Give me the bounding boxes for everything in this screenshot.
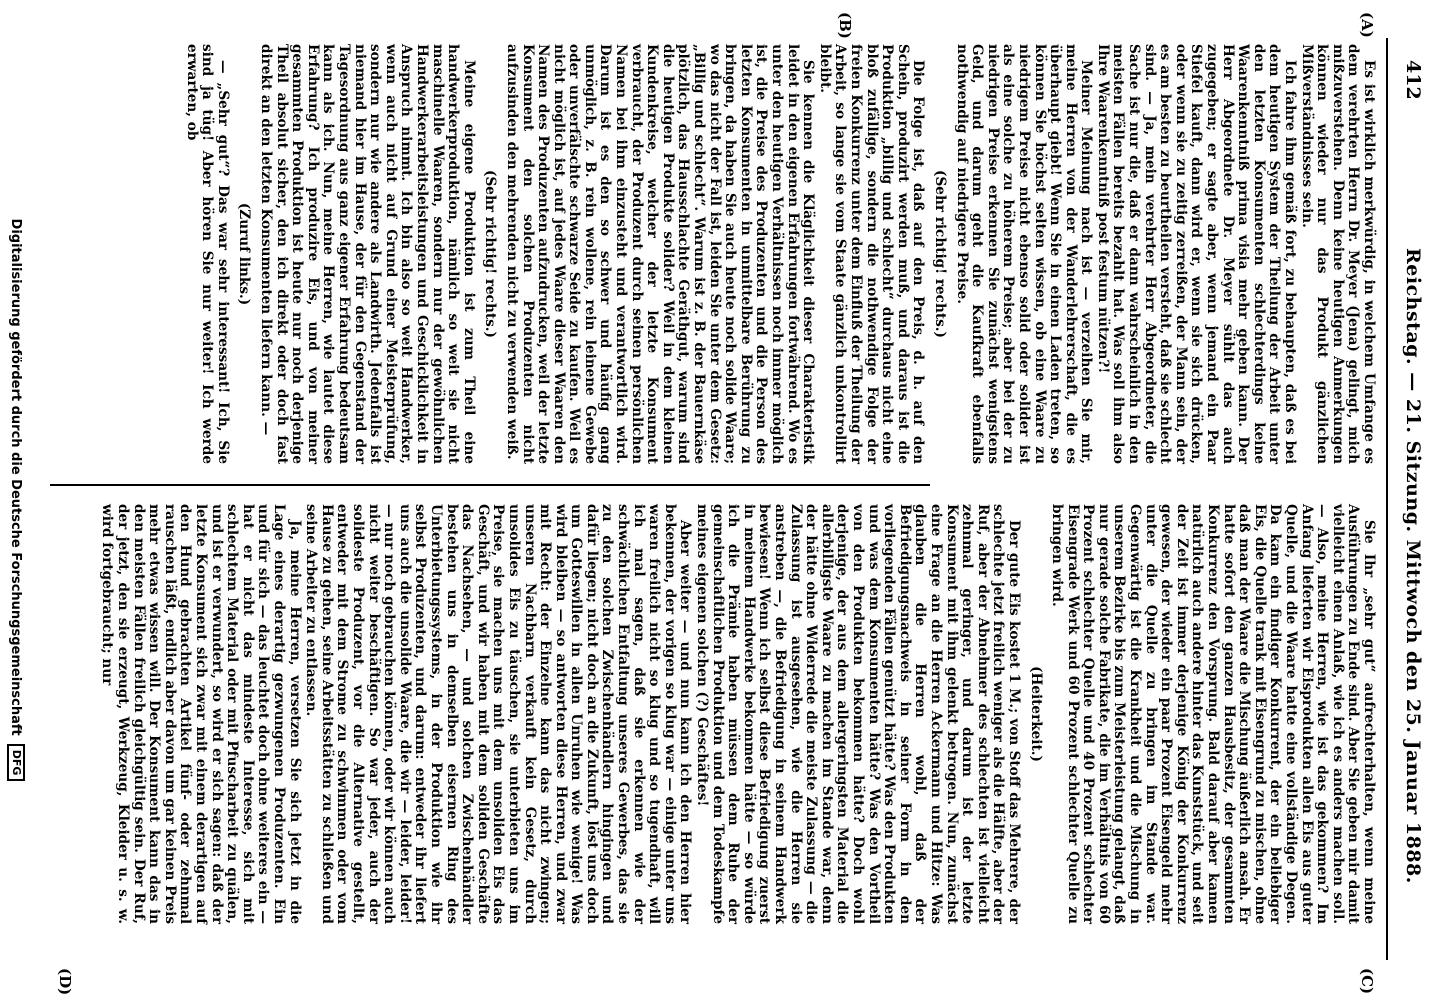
paragraph: Die Folge ist, daß auf den Preis, d. h. auf den Schein, produzirt werden muß, und daraus ist die Produktion „billig und schlecht“ durchaus nicht eine bloß zufällige, sondern die nothwendige Folge der freien Konkurrenz unter dem Einfluß der Theilung der Arbeit, so lange sie vom Staate gänzlich unkontrollirt bleibt. [816,44,927,464]
paragraph: Ja, meine Herren, versetzen Sie sich jetzt in die Lage eines derartig gezwungenen Produzenten. Ein und für sich — das leuchtet doch ohne weiteres ein — hat er nicht das mindeste Interesse, sich mit schlechtem Material oder mit Pfuscharbeit zu quälen, und ist er verwundert, so wird er sich sagen: daß der letzte Konsument sich zwar mit einem derartigen auf den Hund gebrachten Artikel fünf- oder zehnmal rauschen läßt, endlich aber davon um gar keinen Preis mehr etwas wissen will. Der Konsument kann das in den meisten Fällen freilich gleichgültig sein. Der Ruf, der jetzt, den sie erzeugt, Werkzeug, Kleider u. s. w. wird fortgebraucht; nur [99,504,303,924]
text-column-right [56,504,1376,924]
paragraph: Sie Ihr „sehr gut“ aufrechterhalten, wenn meine Ausführungen zu Ende sind. Aber Sie geben mir damit vielleicht einen Anlaß, wie ich es anders machen soll. — Also, meine Herren, wie ist das gekommen? Im Anfang lieferten wir Eisprodukten allen Eis aus guter Quelle, und die Waare hatte eine vollständige Degen. Da kam ein findiger Konkurrent, der ein beliebiger Eis, die Quelle trank mit Eisengrund zu mischen, ohne daß man der Waare die Mischung äußerlich ansah. Er hatte sofort den ganzen Hausbesitz, der gesammten Konkurrenz den Vorsprung. Bald darauf aber kamen natürlich auch andere hinter das Kunststück, und seit der Zeit ist immer derjenige König der Konkurrenz gewesen, der wieder ein paar Prozent Eisengeld mehr unter die Quelle zu bringen im Stande war. Gegenwärtig ist die Krankheit und die Mischung in unserem Bezirke bis zum Meisterleistung gelangt, daß nur gerade solche Fabrikate, die im Verhältnis von 60 Prozent schlechter Quelle und 40 Prozent schlechter Eisengrade Werk und 60 Prozent schlechter Quelle zu bringen wird. [1049,504,1377,924]
text-column-left [56,44,1376,464]
page-title: Reichstag. — 21. Sitzung. Mittwoch den 25. Januar 1888. [1402,248,1424,884]
footer-text: Digitalisierung gefördert durch die Deutsche Forschungsgemeinschaft [8,218,24,736]
paragraph: Der gute Eis kostet 1 M.; von Stoff das Mehrere, der schlechte jetzt freilich weniger als die Hälfte, aber der Ruf, aber der Abnehmer des schlechten ist vielleicht zehnmal geringer, und darum ist der letzte Konsument mit ihm gelenkt betrogen. Nun, zunächst eine Frage an die Herren Ackermann und Hitze: Was glauben die Herren wohl, daß der Befriedigungsnachweis in seiner Form in den vorliegenden Fällen genützt hätte? Was den Produkten und was dem Konsumenten hätte? Was den Vortheil von den Produkten bekommen hätte? Doch wohl derjenige, der aus dem allergeringsten Material die allerbilligste Waare zu machen im Stande war, denn der hätte ohne Widerrede die meiste Zulassung — die Zulassung ist ausgesehen, wie die Herren sie anstreben —, die Befriedigung in seinem Handwerk bewiesen! Wenn ich selbst diese Befriedigung zuerst in meinem Handwerke bekommen hätte — so würde ich die Prämie haben müssen dem Ruhe der gemeinschaftlichen Produktion und dem Todeskampfe meines eigenen solchen (?) Geschäftes! [694,504,1022,924]
interjection: (Sehr richtig! rechts.) [482,170,499,338]
paragraph: Es ist wirklich merkwürdig, in welchem Umfange es dem verehrten Herrn Dr. Meyer (Jena) gelingt, mich mißzuverstehen. Denn keine heutigen Anmerkungen können wieder nur das Produkt gänzlichen Mißverständnisses sein. [1298,44,1377,464]
margin-marker-c: (C) [1358,968,1376,995]
column-divider [50,484,930,486]
interjection: (Heiterkeit.) [1027,666,1044,762]
digitization-footer [0,0,32,1000]
page-number: 412 [1402,60,1424,100]
paragraph: Ich fahre ihm gemäß fort, zu behaupten, daß es bei dem heutigen System der Theilung der Arbeit unter den letzten Konsumenten schlechterdings keine Waarenkenntniß prima visia mehr geben kann. Der Herr Abgeordnete Dr. Meyer sühlt das auch zugegeben; er sagte aber, wenn jemand ein Paar Stiefel kauft, dann wird er, wenn sie sich drücken, oder wenn sie zu zeitig zerreißen, der Mann sein, der es am besten zu beurtheilen versteht, daß sie schlecht sind. — Ja, mein verehrter Herr Abgeordneter, die Sache ist nur die, daß er dann wahrscheinlich in den meisten Fällen bereits bezahlt hat. Was soll ihm also Ihre Waarenkenntniß post festum nützen?! [1094,44,1299,464]
paragraph: Meiner Meinung nach ist — verzeihen Sie mir, meine Herren von der Wanderlehrerschaft, die es überhaupt giebt! Wenn Sie in einen Laden treten, so können Sie höchst selten wissen, ob eine Waare zu niedrigem Preise nicht ebenso solid oder solider ist als eine solche zu höherem Preise; aber bei der zu niedrigen Preise erkennen Sie zunächst wenigstens Geld, und darum geht die Kaufkraft ebenfalls nothwendig auf niedrigere Preise. [953,44,1095,464]
paragraph: Aber weiter — und nun kann ich den Herren hier bekennen, der vorigen so klug war — einige unter uns waren freilich nicht so klug und so tugendhaft, will ich mal sagen, daß sie erkennen wie der schwächlichen Entfaltung unseres Gewerbes, das sie zu den solchen Zwischenhändlern hingingen und dafür liegen; nicht doch an die Zukunft, löst uns doch um Gotteswillen in allen Unruhen wie wenige! Was wird bleiben — so antworten diese Herren, und zwar mit Recht: der Einzelne kann das nicht zwingen; unseren Nachbarn verkauft kein Gesetz, durch unsolides Eis zu täuschen, sie unterbieten uns im Preise, sie machen uns mit dem unsoliden Eis das Geschäft, und wir haben mit dem soliden Geschäfte das Nachsehen, — und solchen Zwischenhändler bestehen uns in demselben eisernen Ring des Unterbietungssystems, in der Produktion wie ihr selbst Produzenten, und darum: entweder ihr liefert uns auch die unsolide Waare, die wir — leider, leider! — nur noch gebrauchen können, oder wir können auch nicht weiter beschäftigen. So war jeder, auch der solideste Produzent, vor die Alternative gestellt, entweder mit dem Strome zu schwimmen oder vom Hause zu gehen, seine Arbeitsstätten zu schließen und seine Arbeiter zu entlassen. [303,504,694,924]
paragraph: Meine eigene Produktion ist zum Theil eine handwerkerproduktion, nämlich so weit sie nicht maschinelle Waaren, sondern nur der gewöhnlichen Handwerkerarbeitsleistungen und Geschicklichkeit in Anspruch nimmt. Ich bin also so weit Handwerker, wenn auch nicht auf Grund einer Meisterprüfung, sondern nur wie andere als Landwirth. Jedenfalls ist niemand hier im Hause, der für den Gegenstand der Tagesordnung aus ganz eigener Erfahrung bedeutsam kann als ich. Nun, meine Herren, wie lautet diese Erfahrung? Ich produzire Eis, und von meiner gesammten Produktion ist heute nur noch derjenige Theil absolut sicher, den ich direkt oder doch fast direkt an den letzten Konsumenten liefern kann. — [258,44,477,464]
interjection: (Zuruf links.) [236,202,253,306]
paragraph: Sie kennen die Kläglichkeit dieser Charakteristik leidet in den eigenen Erfahrungen fortwährend. Wo es unter den heutigen Verhältnissen noch immer möglich ist, die Preise des Produzenten und die Person des letzten Konsumenten in unmittelbare Berührung zu bringen, da haben Sie auch heute noch solide Waare; wo das nicht der Fall ist, leiden Sie unter dem Gesetz: „Billig und schlecht“. Warum ist z. B. der Bauernkäse plötzlich, das Hausschlachte Geräthgut, warum sind die heutigen Produkte solider? Weil in dem kleinen Kundenkreise, welcher der letzte Konsument verbraucht, der Produzent durch seinen persönlichen Namen bei ihm einzusteht und verantwortlich wird. Darum ist es den so schwer und häufig gang unmöglich, z. B. rein wollene, rein leinene Gewebe oder unverfälschte schwarze Seide zu kaufen. Weil es nicht möglich ist, auf jedes Waare dieser Waaren den Namen des Produzenten aufzudrucken, weil der letzte Konsument den solchen Produzenten nicht aufzusinden den mehrenden nicht zu verwenden weiß. [503,44,817,464]
margin-marker-a: (A) [1358,12,1376,38]
margin-marker-d: (D) [56,968,74,996]
paragraph: — „Sehr gut“? Das war sehr interessant! Ich, Sie sind ja tüg! Aber hören Sie nur weiter! Ich werde erwarten, ob [183,44,231,464]
margin-marker-b: (B) [836,12,854,39]
interjection: (Sehr richtig! rechts.) [931,170,948,338]
page-header [1386,38,1432,960]
dfg-logo: DFG [7,744,25,782]
